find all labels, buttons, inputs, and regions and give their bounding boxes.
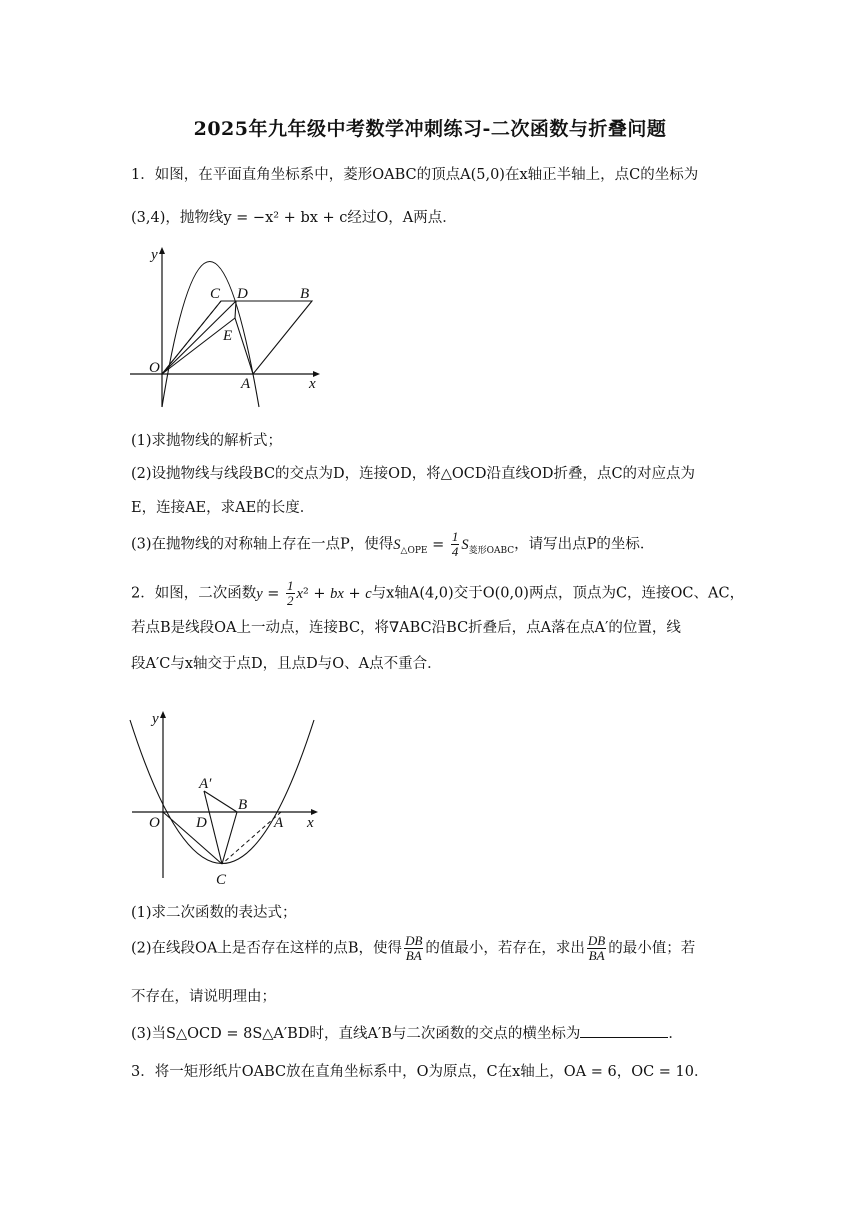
q2-sub2-suffix: 的最小值；若 <box>608 940 696 957</box>
q2-figure <box>125 706 325 891</box>
q1-sub2-line2: E，连接AE，求AE的长度． <box>131 500 315 516</box>
q1-segment-de <box>235 301 236 318</box>
q1-sub3-area-formula: $S_{\triangle OPE}$ = $\frac{1}{4}$ $S_{菱形OABC}$ <box>393 529 515 559</box>
q1-label-b: B <box>300 286 310 302</box>
q1-rhombus <box>162 301 312 374</box>
q1-sub3 <box>131 530 654 559</box>
q2-sub3 <box>131 1022 683 1043</box>
q1-statement-line1: 1．如图，在平面直角坐标系中，菱形OABC的顶点A(5,0)在x轴正半轴上，点C的坐标为 <box>131 167 699 183</box>
q1-segment-ae <box>235 318 253 374</box>
q2-line1-prefix: 2．如图，二次函数 <box>131 585 257 602</box>
q1-label-y: y <box>151 247 158 263</box>
q2-sub2-line2: 不存在，请说明理由； <box>131 989 276 1005</box>
q2-sub2-line1 <box>131 934 695 963</box>
q1-label-c: C <box>210 286 221 302</box>
q2-fraction-db-ba-2: $\frac{DB}{BA}$ <box>587 933 606 963</box>
page-title: 2025年九年级中考数学冲刺练习-二次函数与折叠问题 <box>193 118 667 140</box>
q1-sub3-suffix: ，请写出点P的坐标． <box>514 536 655 553</box>
q2-segment-oc <box>163 812 222 864</box>
q1-label-e: E <box>223 328 233 344</box>
q1-label-a: A <box>241 376 251 392</box>
q2-sub1: (1)求二次函数的表达式； <box>131 905 297 921</box>
q2-fraction-db-ba-1: $\frac{DB}{BA}$ <box>405 933 423 963</box>
q2-line1-suffix: 与x轴A(4,0)交于O(0,0)两点，顶点为C，连接OC、AC， <box>371 585 745 602</box>
q2-label-x: x <box>307 815 314 831</box>
q1-sub2-line1: (2)设抛物线与线段BC的交点为D，连接OD，将△OCD沿直线OD折叠，点C的对应点为 <box>131 466 696 482</box>
q2-segment-ac-dashed <box>222 812 281 864</box>
q1-sub3-prefix: (3)在抛物线的对称轴上存在一点P，使得 <box>131 536 394 553</box>
q2-label-y: y <box>152 711 159 727</box>
q2-label-a-prime: A′ <box>199 776 212 792</box>
q2-answer-blank[interactable] <box>580 1025 668 1038</box>
q2-statement-line3: 段A′C与x轴交于点D，且点D与O、A点不重合． <box>131 656 442 672</box>
q1-figure <box>125 242 325 412</box>
q2-fraction-half: $\frac{1}{2}$ <box>287 578 294 608</box>
q1-y-arrow <box>159 247 165 254</box>
q2-sub3-end: ． <box>668 1026 683 1042</box>
q2-label-b: B <box>238 797 248 813</box>
q2-sub3-text: (3)当S△OCD = 8S△A′BD时，直线A′B与二次函数的交点的横坐标为 <box>131 1026 581 1042</box>
q2-parabola <box>130 720 314 864</box>
q2-sub2-prefix: (2)在线段OA上是否存在这样的点B，使得 <box>131 940 403 957</box>
q2-y-arrow <box>160 711 166 718</box>
q2-label-o: O <box>149 815 160 831</box>
q2-sub2-middle: 的值最小，若存在，求出 <box>425 940 585 957</box>
q2-label-a: A <box>274 815 284 831</box>
q1-fraction-quarter: $\frac{1}{4}$ <box>451 529 459 559</box>
q2-segment-bc <box>222 812 237 864</box>
q2-statement-line1 <box>131 579 744 608</box>
q2-statement-line2: 若点B是线段OA上一动点，连接BC，将∇ABC沿BC折叠后，点A落在点A′的位置，线 <box>131 620 681 636</box>
q2-label-d: D <box>196 815 207 831</box>
q1-label-d: D <box>237 286 248 302</box>
q1-sub1: (1)求抛物线的解析式； <box>131 433 283 449</box>
q1-label-o: O <box>149 360 160 376</box>
q2-function-formula: y = $\frac{1}{2}$ x² + bx + c <box>256 578 372 608</box>
q2-label-c: C <box>216 872 227 888</box>
q1-statement-line2: (3,4)，抛物线y = −x² + bx + c经过O，A两点． <box>131 210 457 226</box>
q3-statement-line1: 3．将一矩形纸片OABC放在直角坐标系中，O为原点，C在x轴上，OA = 6，OC = 10． <box>131 1064 709 1080</box>
q1-label-x: x <box>309 376 316 392</box>
